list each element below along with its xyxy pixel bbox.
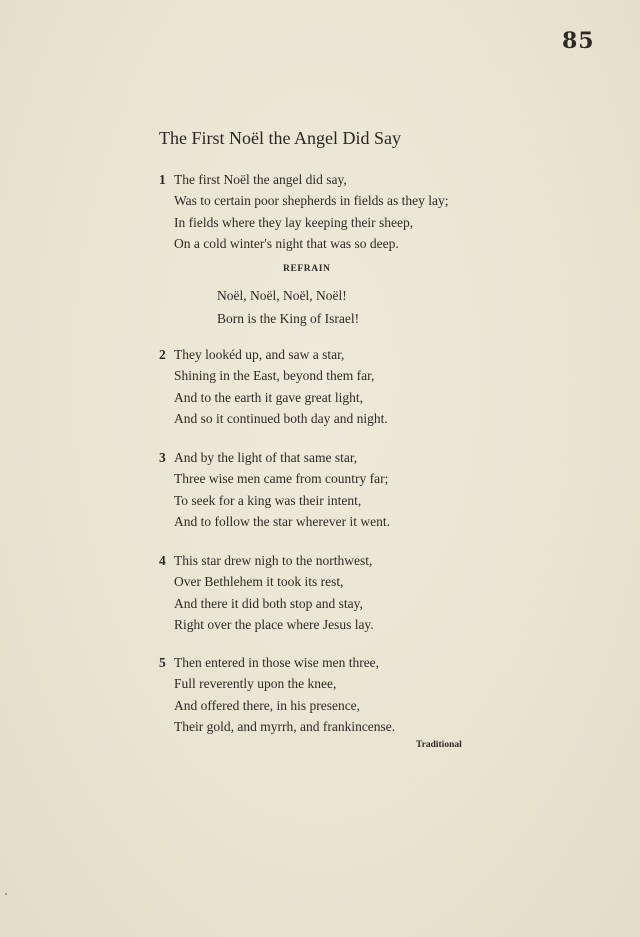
refrain-line: Born is the King of Israel! [217,311,360,326]
verse-line: 1 The first Noël the angel did say, [159,169,448,190]
verse-line: 3 And by the light of that same star, [159,447,390,468]
verse-line: On a cold winter's night that was so deep. [174,235,399,251]
verse-line: Their gold, and myrrh, and frankincense. [174,718,396,734]
verse-line: In fields where they lay keeping their sheep, [174,214,414,230]
verse-line: Three wise men came from country far; [174,471,389,487]
verse-number: 4 [159,553,166,568]
verse-line: 5 Then entered in those wise men three, [159,652,395,673]
attribution: Traditional [416,740,462,750]
verse-line: Was to certain poor shepherds in fields as they lay; [174,193,449,209]
verse-1 [159,169,448,254]
verse-3 [159,447,390,532]
verse-line: And so it continued both day and night. [174,410,388,426]
verse-number: 1 [159,172,166,187]
verse-number: 3 [159,450,166,465]
verse-5 [159,652,395,737]
hymn-title: The First Noël the Angel Did Say [159,128,401,148]
verse-line: 4 This star drew nigh to the northwest, [159,550,374,571]
verse-number: 2 [159,347,166,362]
verse-4 [159,550,374,635]
verse-line: Over Bethlehem it took its rest, [174,574,344,590]
verse-2 [159,344,388,429]
verse-line: And offered there, in his presence, [174,697,361,713]
verse-line: Full reverently upon the knee, [174,676,337,692]
verse-line: Right over the place where Jesus lay. [174,616,374,632]
verse-number: 5 [159,655,166,670]
verse-line: And there it did both stop and stay, [174,595,363,611]
verse-line: Shining in the East, beyond them far, [174,368,375,384]
paper-speck [5,893,7,895]
page-number: 85 [562,28,595,54]
refrain [217,284,359,330]
verse-line: To seek for a king was their intent, [174,492,362,508]
verse-line: 2 They lookéd up, and saw a star, [159,344,388,365]
refrain-label: REFRAIN [283,264,331,274]
verse-line: And to the earth it gave great light, [174,389,363,405]
verse-line: And to follow the star wherever it went. [174,513,390,529]
refrain-line: Noël, Noël, Noël, Noël! [217,288,347,303]
